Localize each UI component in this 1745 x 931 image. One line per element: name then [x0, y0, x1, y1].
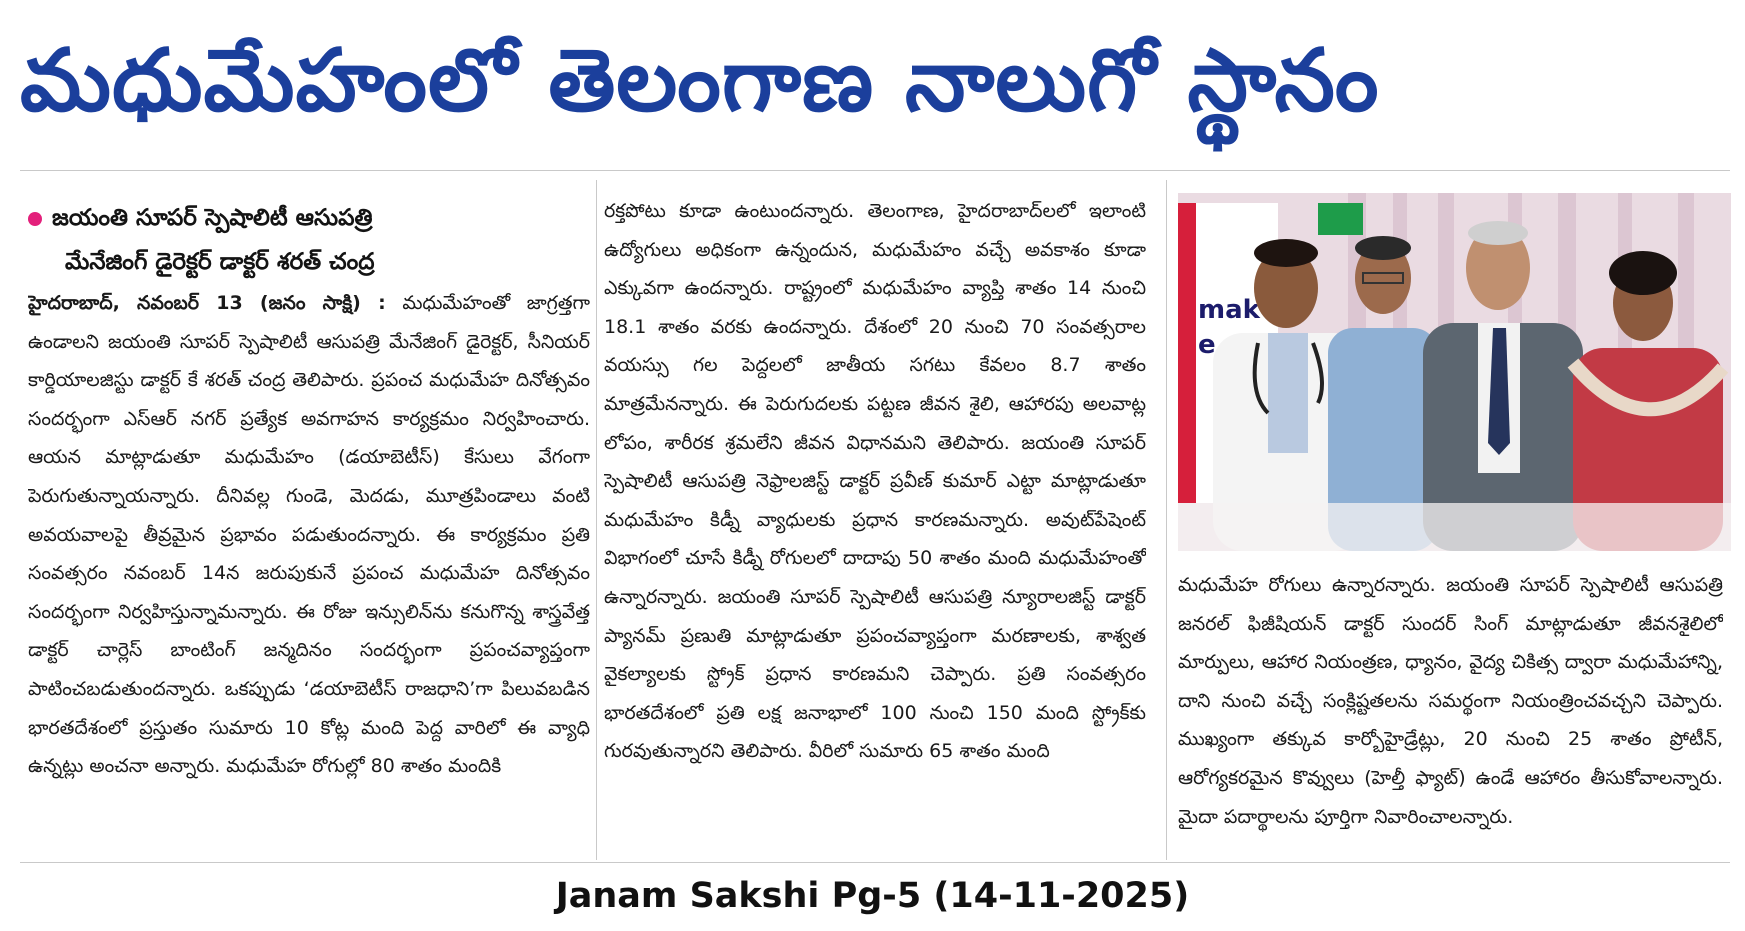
banner-text: mak: [1198, 295, 1260, 325]
photo-illustration: [1178, 193, 1731, 551]
headline: మధుమేహంలో తెలంగాణ నాలుగో స్థానం: [20, 31, 1380, 131]
byline: [28, 196, 588, 284]
exit-sign-icon: [1318, 203, 1363, 235]
article-column-2: [604, 192, 1146, 852]
svg-text:e: e: [1198, 330, 1216, 360]
column-divider-1: [596, 180, 597, 860]
article-column-1: [28, 284, 590, 864]
bottom-divider: [20, 862, 1730, 863]
column-1-text: మధుమేహంతో జాగ్రత్తగా ఉండాలని జయంతి సూపర్ స్పెషాలిటీ ఆసుపత్రి మేనేజింగ్ డైరెక్టర్, సీనియర్ కార్డియాలజిస్టు డాక్టర్ కే శరత్ చంద్ర తెలిపారు. ప్రపంచ మధుమేహ దినోత్సవం సందర్భంగా ఎస్ఆర్ నగర్ ప్రత్యేక అవగాహన కార్యక్రమం నిర్వహించారు. ఆయన మాట్లాడుతూ మధుమేహం (డయాబెటీస్) కేసులు వేగంగా పెరుగుతున్నాయన్నారు. దీనివల్ల గుండె, మెదడు, మూత్రపిండాలు వంటి అవయవాలపై తీవ్రమైన ప్రభావం పడుతుందన్నారు. ఈ కార్యక్రమం ప్రతి సంవత్సరం నవంబర్ 14న జరుపుకునే ప్రపంచ మధుమేహ దినోత్సవం సందర్భంగా నిర్వహిస్తున్నామన్నారు. ఈ రోజు ఇన్సులిన్‌ను కనుగొన్న శాస్త్రవేత్త డాక్టర్ చార్లెస్ బాంటింగ్ జన్మదినం సందర్భంగా ప్రపంచవ్యాప్తంగా పాటించబడుతుందన్నారు. ఒకప్పుడు ‘డయాబెటీస్ రాజధాని’గా పిలువబడిన భారతదేశంలో ప్రస్తుతం సుమారు 10 కోట్ల మంది పెద్ద వారిలో ఈ వ్యాధి ఉన్నట్లు అంచనా అన్నారు. మధుమేహ రోగుల్లో 80 శాతం మందికి: [28, 292, 590, 778]
source-caption: Janam Sakshi Pg-5 (14-11-2025): [555, 876, 1190, 916]
column-2-text: రక్తపోటు కూడా ఉంటుందన్నారు. తెలంగాణ, హైదరాబాద్‌లలో ఇలాంటి ఉద్యోగులు అధికంగా ఉన్నందున, మధుమేహం వచ్చే అవకాశం కూడా ఎక్కువగా ఉందన్నారు. రాష్ట్రంలో మధుమేహం వ్యాప్తి శాతం 14 నుంచి 18.1 శాతం వరకు ఉందన్నారు. దేశంలో 20 నుంచి 70 సంవత్సరాల వయస్సు గల పెద్దలలో జాతీయ సగటు కేవలం 8.7 శాతం మాత్రమేనన్నారు. ఈ పెరుగుదలకు పట్టణ జీవన శైలి, ఆహారపు అలవాట్ల లోపం, శారీరక శ్రమలేని జీవన విధానమని తెలిపారు. జయంతి సూపర్ స్పెషాలిటీ ఆసుపత్రి నెఫ్రాలజిస్ట్ డాక్టర్ ప్రవీణ్ కుమార్ ఎట్టా మాట్లాడుతూ మధుమేహం కిడ్నీ వ్యాధులకు ప్రధాన కారణమన్నారు. అవుట్‌పేషెంట్ విభాగంలో చూసే కిడ్నీ రోగులలో దాదాపు 50 శాతం మంది మధుమేహంతో ఉన్నారన్నారు. జయంతి సూపర్ స్పెషాలిటీ ఆసుపత్రి న్యూరాలజిస్ట్ డాక్టర్ ప్యానమ్ ప్రణుతి మాట్లాడుతూ ప్రపంచవ్యాప్తంగా మరణాలకు, శాశ్వత వైకల్యాలకు స్ట్రోక్ ప్రధాన కారణమని చెప్పారు. ప్రతి సంవత్సరం భారతదేశంలో ప్రతి లక్ష జనాభాలో 100 నుంచి 150 మంది స్ట్రోక్‌కు గురవుతున్నారని తెలిపారు. వీరిలో సుమారు 65 శాతం మంది: [604, 200, 1146, 763]
article-column-3: [1178, 566, 1723, 856]
dateline: హైదరాబాద్, నవంబర్ 13 (జనం సాక్షి) :: [28, 292, 386, 314]
byline-line1: జయంతి సూపర్ స్పెషాలిటీ ఆసుపత్రి: [52, 205, 373, 231]
byline-line2: మేనేజింగ్ డైరెక్టర్ డాక్టర్ శరత్ చంద్ర: [65, 249, 375, 275]
top-divider: [20, 170, 1730, 171]
bullet-icon: [28, 212, 42, 226]
column-divider-2: [1166, 180, 1167, 860]
news-photo: [1178, 193, 1731, 551]
column-3-text: మధుమేహ రోగులు ఉన్నారన్నారు. జయంతి సూపర్ స్పెషాలిటీ ఆసుపత్రి జనరల్ ఫిజీషియన్ డాక్టర్ సుందర్ సింగ్ మాట్లాడుతూ జీవనశైలిలో మార్పులు, ఆహార నియంత్రణ, ధ్యానం, వైద్య చికిత్స ద్వారా మధుమేహాన్ని, దాని నుంచి వచ్చే సంక్లిష్టతలను సమర్థంగా నియంత్రించవచ్చని చెప్పారు. ముఖ్యంగా తక్కువ కార్బోహైడ్రేట్లు, 20 నుంచి 25 శాతం ప్రోటీన్, ఆరోగ్యకరమైన కొవ్వులు (హెల్తీ ఫ్యాట్) ఉండే ఆహారం తీసుకోవాలన్నారు. మైదా పదార్థాలను పూర్తిగా నివారించాలన్నారు.: [1178, 574, 1723, 828]
